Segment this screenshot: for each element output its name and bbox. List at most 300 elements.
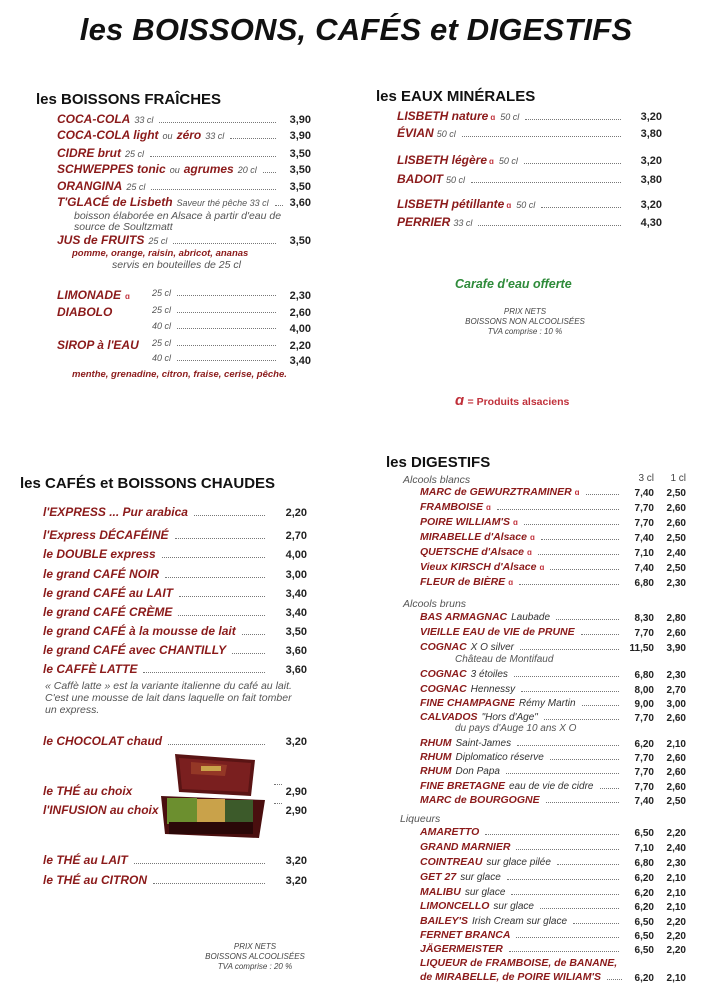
item-name: MIRABELLE d'Alsace xyxy=(420,531,527,543)
dot-leader xyxy=(159,122,276,123)
fraiches-row xyxy=(152,353,282,369)
item-quantity: 50 cl xyxy=(516,200,536,210)
cafe-row-the_lait xyxy=(43,853,271,869)
digestif-row xyxy=(420,531,625,547)
item-name: LISBETH nature xyxy=(397,109,489,123)
dot-leader xyxy=(550,759,619,760)
dot-leader xyxy=(538,554,619,555)
item-name: BAS ARMAGNAC xyxy=(420,611,508,623)
item-name: MARC de BOURGOGNE xyxy=(420,794,540,806)
item-price: 4,00 xyxy=(285,549,307,561)
item-name: SIROP à l'EAU xyxy=(57,338,139,352)
dot-leader xyxy=(540,908,619,909)
item-name: COGNAC xyxy=(420,668,467,680)
item-name: FRAMBOISE xyxy=(420,501,483,513)
alsace-icon: ɑ xyxy=(513,518,518,527)
section-heading-digestifs: les DIGESTIFS xyxy=(386,454,491,471)
item-name: BADOIT xyxy=(397,172,443,186)
item-price-3cl: 6,80 xyxy=(634,578,654,589)
cat-liqueurs: Liqueurs xyxy=(400,813,441,825)
dot-leader xyxy=(511,894,619,895)
item-price-3cl: 6,50 xyxy=(634,828,654,839)
item-quantity: 20 cl xyxy=(237,165,257,175)
dot-leader xyxy=(514,676,619,677)
item-price-3cl: 7,70 xyxy=(634,753,654,764)
fraiches-row xyxy=(57,233,282,249)
dot-leader xyxy=(581,634,619,635)
item-quantity: 50 cl xyxy=(498,156,518,166)
item-name: le grand CAFÉ au LAIT xyxy=(43,586,174,600)
dot-leader xyxy=(478,225,621,226)
dot-leader xyxy=(516,937,619,938)
item-price-1cl: 2,60 xyxy=(666,782,686,793)
dot-leader xyxy=(232,653,265,654)
alsace-icon: ɑ xyxy=(490,113,496,122)
item-name: POIRE WILLIAM'S xyxy=(420,516,510,528)
item-price-1cl: 2,10 xyxy=(666,902,686,913)
item-name: CIDRE brut xyxy=(57,146,121,160)
item-price: 3,50 xyxy=(285,626,307,638)
fraiches-row xyxy=(152,321,282,337)
alsace-icon: ɑ xyxy=(506,201,512,210)
item-name: ORANGINA xyxy=(57,179,123,193)
fraiches-row xyxy=(57,146,282,162)
cafe-row xyxy=(43,643,271,659)
item-price-3cl: 6,50 xyxy=(634,931,654,942)
dot-leader xyxy=(177,295,276,296)
alsace-icon: ɑ xyxy=(539,563,545,572)
item-price-1cl: 2,60 xyxy=(666,753,686,764)
item-price: 3,20 xyxy=(285,855,307,867)
calvados-subtitle: du pays d'Auge 10 ans X O xyxy=(455,723,577,734)
jus-note-fruits: pomme, orange, raisin, abricot, ananas xyxy=(72,248,249,259)
dot-leader xyxy=(175,538,265,539)
item-quantity: 33 cl xyxy=(205,131,225,141)
item-name: Vieux KIRSCH d'Alsace xyxy=(420,561,537,573)
latte-note-line1: « Caffè latte » est la variante italienne du café au lait. xyxy=(45,680,292,692)
digestif-row xyxy=(420,668,625,684)
item-price-1cl: 3,00 xyxy=(666,699,686,710)
item-price-1cl: 2,20 xyxy=(666,917,686,928)
item-name: MALIBU xyxy=(420,886,461,898)
digestif-row xyxy=(420,765,625,781)
item-name: le grand CAFÉ NOIR xyxy=(43,567,160,581)
item-quantity: 50 cl xyxy=(436,129,456,139)
item-connector: ou xyxy=(169,165,180,175)
eaux-row xyxy=(397,109,627,125)
item-name: SCHWEPPES tonic xyxy=(57,162,166,176)
item-price: 3,90 xyxy=(289,114,311,126)
item-price-1cl: 2,20 xyxy=(666,931,686,942)
item-subtitle: Saint-James xyxy=(455,738,512,749)
dot-leader xyxy=(177,345,276,346)
item-subtitle: Don Papa xyxy=(455,766,500,777)
dot-leader xyxy=(485,834,619,835)
alsace-legend-text: = Produits alsaciens xyxy=(467,396,570,408)
item-price-3cl: 6,20 xyxy=(634,739,654,750)
alsace-icon: ɑ xyxy=(486,503,491,512)
item-price-1cl: 2,10 xyxy=(666,888,686,899)
item-price: 4,30 xyxy=(640,217,662,229)
item-price-3cl: 6,20 xyxy=(634,902,654,913)
item-subtitle: eau de vie de cidre xyxy=(508,781,594,792)
item-name: LISBETH pétillante xyxy=(397,197,505,211)
item-price-1cl: 2,20 xyxy=(666,945,686,956)
item-name: GET 27 xyxy=(420,871,457,883)
cafe-row xyxy=(43,567,271,583)
item-price-1cl: 2,50 xyxy=(666,796,686,807)
dot-leader xyxy=(524,163,621,164)
dot-leader xyxy=(521,691,619,692)
item-name: T'GLACÉ de Lisbeth xyxy=(57,195,173,209)
item-name: JÄGERMEISTER xyxy=(420,943,503,955)
item-price-3cl: 7,10 xyxy=(634,548,654,559)
dot-leader xyxy=(143,672,265,673)
prix-nets-non-alcool xyxy=(440,307,610,337)
item-name: le THÉ au choix xyxy=(43,784,133,798)
item-price-1cl: 2,80 xyxy=(666,613,686,624)
dot-leader xyxy=(274,784,282,785)
item-quantity: 40 cl xyxy=(152,353,172,363)
dot-leader xyxy=(600,788,620,789)
item-subtitle: X O silver xyxy=(470,642,515,653)
item-subtitle: Irish Cream sur glace xyxy=(472,916,568,927)
digestif-row xyxy=(420,794,625,810)
item-name: le THÉ au LAIT xyxy=(43,853,128,867)
item-price-1cl: 2,30 xyxy=(666,858,686,869)
dot-leader xyxy=(509,951,619,952)
dot-leader xyxy=(573,923,619,924)
dot-leader xyxy=(582,705,619,706)
item-quantity: 25 cl xyxy=(152,338,172,348)
digestif-row xyxy=(420,576,625,592)
fraiches-row xyxy=(57,128,282,144)
digestif-row xyxy=(420,826,625,842)
item-name: le grand CAFÉ avec CHANTILLY xyxy=(43,643,227,657)
col-1cl-header: 1 cl xyxy=(670,473,686,484)
item-quantity: 33 cl xyxy=(453,218,473,228)
item-price-1cl: 2,50 xyxy=(666,533,686,544)
alsace-icon: ɑ xyxy=(125,292,130,301)
item-name: VIEILLE EAU de VIE de PRUNE xyxy=(420,626,575,638)
item-price: 3,50 xyxy=(289,148,311,160)
item-price-3cl: 7,70 xyxy=(634,713,654,724)
item-price-1cl: 2,40 xyxy=(666,548,686,559)
item-name: CALVADOS xyxy=(420,711,478,723)
dot-leader xyxy=(471,182,621,183)
item-price: 3,20 xyxy=(640,155,662,167)
item-name: RHUM xyxy=(420,751,452,763)
latte-note-line2: C'est une mousse de lait dans laquelle on fait tomber xyxy=(45,692,292,704)
item-subtitle: sur glace xyxy=(464,887,506,898)
dot-leader xyxy=(516,849,619,850)
item-price-1cl: 2,60 xyxy=(666,713,686,724)
fraiches-row xyxy=(152,288,282,304)
item-name: COINTREAU xyxy=(420,856,483,868)
item-price-3cl: 7,70 xyxy=(634,767,654,778)
dot-leader xyxy=(524,524,619,525)
item-name: RHUM xyxy=(420,765,452,777)
dot-leader xyxy=(541,539,619,540)
prix-nets-alcool xyxy=(170,942,340,972)
tva-20-label: TVA comprise : 20 % xyxy=(217,962,293,971)
latte-note-line3: un express. xyxy=(45,704,100,716)
item-name: le CAFFÈ LATTE xyxy=(43,662,138,676)
fraiches-row-name xyxy=(57,288,130,304)
item-subtitle: Laubade xyxy=(511,612,551,623)
latte-note xyxy=(45,680,345,716)
item-price-3cl: 11,50 xyxy=(629,643,654,654)
dot-leader xyxy=(519,584,619,585)
item-price: 3,90 xyxy=(289,130,311,142)
item-name: PERRIER xyxy=(397,215,451,229)
item-price-3cl: 6,50 xyxy=(634,917,654,928)
item-name: le CHOCOLAT chaud xyxy=(43,734,163,748)
item-price: 3,20 xyxy=(285,736,307,748)
item-price: 3,50 xyxy=(289,235,311,247)
dot-leader xyxy=(550,569,619,570)
dot-leader xyxy=(546,802,619,803)
item-quantity: 25 cl xyxy=(148,236,168,246)
fraiches-row xyxy=(57,195,282,211)
liqueur-last-line1: LIQUEUR de FRAMBOISE, de BANANE, xyxy=(420,957,618,969)
item-name: FINE BRETAGNE xyxy=(420,780,505,792)
eaux-row xyxy=(397,215,627,231)
item-price-1cl: 2,30 xyxy=(666,670,686,681)
item-name: le DOUBLE express xyxy=(43,547,156,561)
item-subtitle: Hennessy xyxy=(470,684,516,695)
fraiches-row xyxy=(57,162,282,178)
item-name: AMARETTO xyxy=(420,826,480,838)
item-name: l'EXPRESS ... Pur arabica xyxy=(43,505,188,519)
alsace-icon: ɑ xyxy=(489,157,494,166)
alsace-symbol-icon: ɑ xyxy=(455,392,465,409)
item-price: 3,60 xyxy=(289,197,311,209)
item-price-3cl: 7,70 xyxy=(634,503,654,514)
item-price: 3,40 xyxy=(289,355,311,367)
item-price-3cl: 8,30 xyxy=(634,613,654,624)
liqueur-last-price-1cl: 2,10 xyxy=(666,973,686,984)
dot-leader xyxy=(544,719,619,720)
dot-leader xyxy=(541,207,621,208)
item-price-1cl: 2,50 xyxy=(666,563,686,574)
dot-leader xyxy=(177,312,276,313)
item-subtitle: Rémy Martin xyxy=(518,698,576,709)
item-price: 2,70 xyxy=(285,530,307,542)
cat-alcools-blancs: Alcools blancs xyxy=(403,474,471,486)
item-price-1cl: 2,40 xyxy=(666,843,686,854)
item-price-1cl: 2,10 xyxy=(666,873,686,884)
item-quantity: 50 cl xyxy=(500,112,520,122)
item-name: DIABOLO xyxy=(57,305,113,319)
item-price-3cl: 6,20 xyxy=(634,873,654,884)
item-price-3cl: 6,50 xyxy=(634,945,654,956)
item-price-3cl: 9,00 xyxy=(634,699,654,710)
alsace-legend xyxy=(455,392,569,409)
section-heading-cafes: les CAFÉS et BOISSONS CHAUDES xyxy=(20,475,276,492)
item-name: l'Express DÉCAFÉINÉ xyxy=(43,528,169,542)
dot-leader xyxy=(517,745,619,746)
item-subtitle: 3 étoiles xyxy=(470,669,508,680)
item-name: FLEUR de BIÈRE xyxy=(420,576,506,588)
item-price-1cl: 2,60 xyxy=(666,518,686,529)
item-price: 3,80 xyxy=(640,128,662,140)
digestif-row xyxy=(420,611,625,627)
fraiches-row-name xyxy=(57,305,112,321)
tea-box-image xyxy=(155,752,270,844)
prix-nets-label-2: PRIX NETS xyxy=(233,942,277,951)
cafe-row-infusion xyxy=(43,803,159,819)
item-name: RHUM xyxy=(420,737,452,749)
dot-leader xyxy=(462,136,621,137)
eaux-row xyxy=(397,126,627,142)
item-quantity: Saveur thé pêche 33 cl xyxy=(176,198,269,208)
item-name: COGNAC xyxy=(420,683,467,695)
dot-leader xyxy=(168,744,265,745)
item-quantity: 25 cl xyxy=(125,149,145,159)
item-name: JUS de FRUITS xyxy=(57,233,145,247)
item-price-3cl: 7,70 xyxy=(634,518,654,529)
digestif-row xyxy=(420,561,625,577)
sirop-note: menthe, grenadine, citron, fraise, cerise, pêche. xyxy=(72,369,287,380)
item-price: 3,00 xyxy=(285,569,307,581)
item-name-alt: zéro xyxy=(176,128,202,142)
item-name: LISBETH légère xyxy=(397,153,488,167)
item-price: 3,20 xyxy=(285,875,307,887)
page-title: les BOISSONS, CAFÉS et DIGESTIFS xyxy=(79,12,633,47)
cafe-row xyxy=(43,662,271,678)
item-connector: ou xyxy=(162,131,173,141)
liqueur-last-line2: de MIRABELLE, de POIRE WILIAM'S xyxy=(420,971,602,983)
item-price: 2,90 xyxy=(285,805,307,817)
cafe-row-the xyxy=(43,784,141,800)
dot-leader xyxy=(150,156,276,157)
cafe-row xyxy=(43,528,271,544)
item-price-1cl: 3,90 xyxy=(666,643,686,654)
eaux-row xyxy=(397,197,627,213)
item-name: COCA-COLA light xyxy=(57,128,159,142)
item-price: 3,40 xyxy=(285,588,307,600)
prix-nets-label: PRIX NETS xyxy=(503,307,547,316)
item-price: 3,40 xyxy=(285,607,307,619)
dot-leader xyxy=(177,360,276,361)
dot-leader xyxy=(173,243,276,244)
dot-leader xyxy=(525,119,621,120)
dot-leader xyxy=(242,634,265,635)
item-name: GRAND MARNIER xyxy=(420,841,511,853)
item-price-3cl: 7,40 xyxy=(634,533,654,544)
dot-leader xyxy=(586,494,619,495)
dot-leader xyxy=(151,189,276,190)
item-price: 4,00 xyxy=(289,323,311,335)
item-name: le grand CAFÉ à la mousse de lait xyxy=(43,624,236,638)
item-price-3cl: 6,80 xyxy=(634,670,654,681)
item-name: COGNAC xyxy=(420,641,467,653)
item-quantity: 25 cl xyxy=(126,182,146,192)
digestif-row xyxy=(420,516,625,532)
item-name: LIMONCELLO xyxy=(420,900,490,912)
dot-leader xyxy=(556,619,619,620)
item-price-3cl: 7,40 xyxy=(634,488,654,499)
alsace-icon: ɑ xyxy=(527,548,532,557)
item-price-1cl: 2,60 xyxy=(666,767,686,778)
digestif-row xyxy=(420,486,625,502)
dot-leader xyxy=(506,773,619,774)
digestif-row xyxy=(420,546,625,562)
dot-leader xyxy=(520,649,619,650)
item-price-3cl: 6,20 xyxy=(634,888,654,899)
item-price: 3,60 xyxy=(285,645,307,657)
cafe-row xyxy=(43,505,271,521)
item-price-1cl: 2,30 xyxy=(666,578,686,589)
item-name: FERNET BRANCA xyxy=(420,929,511,941)
item-price: 3,20 xyxy=(640,199,662,211)
cafe-row-chocolat xyxy=(43,734,271,750)
item-price-3cl: 7,40 xyxy=(634,563,654,574)
dot-leader xyxy=(134,863,265,864)
tva-10-label: TVA comprise : 10 % xyxy=(487,327,563,336)
fraiches-row xyxy=(57,179,282,195)
cognac-subtitle: Château de Montifaud xyxy=(455,654,554,665)
item-price-1cl: 2,50 xyxy=(666,488,686,499)
dot-leader xyxy=(177,328,276,329)
digestif-row xyxy=(420,900,625,916)
item-price: 2,20 xyxy=(285,507,307,519)
col-3cl-header: 3 cl xyxy=(638,473,654,484)
alsace-icon: ɑ xyxy=(508,578,514,587)
item-price-3cl: 7,40 xyxy=(634,796,654,807)
item-subtitle: "Hors d'Age" xyxy=(481,712,538,723)
item-price-3cl: 7,70 xyxy=(634,782,654,793)
dot-leader xyxy=(179,596,265,597)
item-price: 2,60 xyxy=(289,307,311,319)
item-price: 3,20 xyxy=(640,111,662,123)
item-name: QUETSCHE d'Alsace xyxy=(420,546,525,558)
dot-leader xyxy=(162,557,265,558)
liqueur-last-price-3cl: 6,20 xyxy=(634,973,654,984)
section-heading-fraiches: les BOISSONS FRAÎCHES xyxy=(36,91,222,108)
dot-leader xyxy=(153,883,265,884)
digestif-row xyxy=(420,501,625,517)
tglace-note: boisson élaborée en Alsace à partir d'eau de source de Soultzmatt xyxy=(74,210,282,233)
dot-leader xyxy=(557,864,619,865)
item-subtitle: sur glace xyxy=(460,872,501,883)
digestif-row xyxy=(420,626,625,642)
dot-leader xyxy=(194,515,265,516)
dot-leader xyxy=(263,172,276,173)
item-name: ÉVIAN xyxy=(397,126,434,140)
digestif-row xyxy=(420,641,625,657)
item-price-3cl: 8,00 xyxy=(634,685,654,696)
item-quantity: 25 cl xyxy=(152,288,172,298)
item-quantity: 25 cl xyxy=(152,305,172,315)
item-subtitle: sur glace pilée xyxy=(486,857,551,868)
item-price-1cl: 2,60 xyxy=(666,503,686,514)
item-name: le grand CAFÉ CRÈME xyxy=(43,605,173,619)
alsace-icon: ɑ xyxy=(529,533,535,542)
item-name: l'INFUSION au choix xyxy=(43,803,159,817)
carafe-offerte: Carafe d'eau offerte xyxy=(455,277,572,291)
jus-note-bouteilles: servis en bouteilles de 25 cl xyxy=(112,259,241,271)
fraiches-row-name xyxy=(57,338,139,354)
boissons-alcool-label: BOISSONS ALCOOLISÉES xyxy=(205,952,305,961)
item-price-3cl: 7,70 xyxy=(634,628,654,639)
cafe-row xyxy=(43,624,271,640)
item-price: 2,20 xyxy=(289,340,311,352)
digestif-row xyxy=(420,871,625,887)
item-price-1cl: 2,70 xyxy=(666,685,686,696)
item-name: BAILEY'S xyxy=(420,915,469,927)
